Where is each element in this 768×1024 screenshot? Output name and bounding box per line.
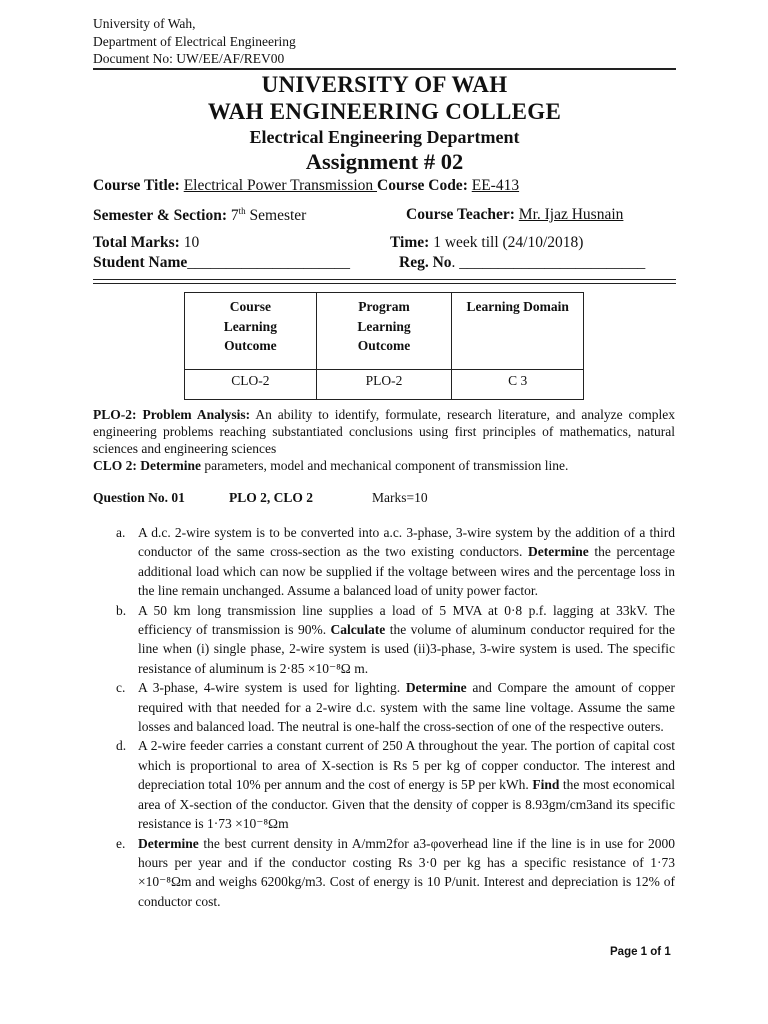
item-marker: c. — [116, 680, 126, 696]
list-item — [116, 523, 676, 601]
reg-no-blank[interactable]: ________________________ — [459, 254, 646, 271]
double-rule — [93, 279, 676, 284]
cell-domain: C 3 — [452, 370, 584, 400]
question-items — [116, 523, 676, 911]
cell-plo: PLO-2 — [316, 370, 452, 400]
time-value: 1 week till (24/10/2018) — [433, 234, 584, 251]
teacher-label: Course Teacher: — [406, 206, 515, 223]
clo-description — [93, 457, 675, 474]
item-text: the best current density in A/mm2for a3-φoverhead line if the line is in use for 2000 hours per year and if the conductor costing Rs 3·0 per kg has a specific resistance of 1·73 ×10⁻⁸Ωm and weighs 6200kg/m3. Cost of energy is 10 P/unit. Interest and depreciation is 12% of conductor cost. — [138, 835, 675, 909]
header-plo-line3: Outcome — [357, 338, 411, 353]
outcome-table-row — [185, 370, 584, 400]
item-marker: e. — [116, 835, 126, 851]
semester-line — [93, 206, 306, 225]
header-clo-line2: Learning — [223, 318, 277, 334]
item-keyword: Determine — [405, 680, 467, 696]
total-marks-label: Total Marks: — [93, 234, 180, 251]
list-item — [116, 678, 675, 736]
header-domain-line1: Learning Domain — [466, 299, 569, 314]
title-department: Electrical Engineering Department — [249, 127, 520, 147]
plo-label: PLO-2: Problem Analysis: — [93, 407, 251, 422]
plo-text: An ability to identify, formulate, research literature, and analyze complex engineering problems reaching substantiated conclusions using first principles of mathematics, natural sciences and engineering sciences — [93, 407, 675, 456]
time-line — [390, 234, 583, 252]
item-marker: d. — [116, 738, 127, 754]
item-text: A 3-phase, 4-wire system is used for lighting. — [138, 680, 406, 696]
total-marks-value: 10 — [183, 234, 200, 251]
course-title-value: Electrical Power Transmission — [183, 177, 378, 194]
teacher-line — [406, 206, 623, 224]
header-clo-line3: Outcome — [224, 338, 277, 353]
header-plo-line2: Learning — [357, 318, 411, 334]
header-rule — [93, 68, 676, 70]
semester-number: 7 — [230, 207, 239, 225]
teacher-value: Mr. Ijaz Husnain — [518, 206, 624, 223]
item-text: A 50 km long transmission line supplies a load of 5 MVA at 0·8 p.f. lagging at 33kV. The efficiency of transmission is 90%. — [138, 602, 675, 638]
header-plo-line1: Program — [358, 299, 410, 314]
item-keyword: Determine — [528, 544, 589, 560]
header-cell-domain — [452, 293, 584, 370]
clo-text: parameters, model and mechanical component of transmission line. — [200, 458, 569, 473]
item-marker: a. — [116, 525, 126, 540]
course-code-label: Course Code: — [377, 177, 468, 194]
question-outcomes: PLO 2, CLO 2 — [229, 490, 314, 505]
student-name-line — [93, 254, 350, 272]
semester-text: Semester — [245, 207, 307, 225]
semester-label: Semester & Section: — [93, 207, 228, 225]
item-keyword: Find — [532, 777, 560, 793]
item-text: the most economical area of X-section of the conductor. Given that the density of copper is 8.93gm/cm3and its specific resistance is 1·73 ×10⁻⁸Ωm — [138, 777, 676, 832]
reg-no-line — [399, 254, 645, 272]
header-cell-clo — [185, 293, 317, 370]
student-name-blank[interactable]: _____________________ — [187, 254, 351, 271]
title-assignment: Assignment # 02 — [305, 149, 464, 174]
list-item — [116, 834, 675, 912]
outcome-table — [184, 292, 584, 400]
item-keyword: Calculate — [330, 622, 386, 638]
course-title-label: Course Title: — [93, 177, 180, 194]
item-text: the percentage additional load which can now be supplied if the voltage between wires and the percentage loss in the line remain unchanged. Assume a balanced load of unity power factor. — [138, 544, 676, 599]
course-title-line — [93, 177, 519, 195]
item-text: and Compare the amount of copper required with that needed for a 2-wire d.c. system with the same line voltage. Assume the same losses and balanced load. The neutral is one-half the cross-section of one of the respective outers. — [138, 680, 675, 735]
page-number: Page 1 of 1 — [610, 946, 671, 958]
total-marks-line — [93, 234, 199, 252]
course-code-value: EE-413 — [471, 177, 520, 194]
plo-description — [93, 406, 675, 457]
header-department: Department of Electrical Engineering — [93, 34, 296, 49]
title-college: WAH ENGINEERING COLLEGE — [207, 99, 562, 124]
clo-label: CLO 2: Determine — [93, 458, 201, 473]
list-item — [116, 601, 675, 679]
cell-clo: CLO-2 — [185, 370, 317, 400]
header-document-no: Document No: UW/EE/AF/REV00 — [93, 51, 285, 66]
item-text: A d.c. 2-wire system is to be converted into a.c. 3-phase, 3-wire system by the addition of a third conductor of the same cross-section as the two existing conductors. — [138, 525, 675, 560]
item-keyword: Determine — [138, 835, 199, 851]
item-text: the volume of aluminum conductor required for the line when (i) single phase, 2-wire system is used (ii)3-phase, 3-wire system is used. The specific resistance of aluminum is 2·85 ×10⁻⁸Ω m. — [138, 622, 675, 676]
header-clo-line1: Course — [229, 299, 271, 314]
outcome-table-header-row — [185, 293, 584, 370]
item-marker: b. — [116, 602, 127, 618]
semester-superscript: th — [238, 206, 246, 216]
list-item — [116, 736, 676, 833]
reg-no-dot: . — [451, 254, 456, 271]
header-university: University of Wah, — [93, 16, 196, 31]
question-marks: Marks=10 — [372, 490, 428, 505]
item-text: A 2-wire feeder carries a constant current of 250 A throughout the year. The portion of capital cost which is proportional to area of X-section is Rs 5 per kg of copper conductor. The interest and depreciation total 10% per annum and the cost of energy is 5P per kWh. — [138, 738, 675, 793]
student-name-label: Student Name — [93, 254, 188, 271]
title-university: UNIVERSITY OF WAH — [261, 72, 508, 97]
time-label: Time: — [390, 234, 430, 251]
question-number: Question No. 01 — [93, 490, 185, 505]
reg-no-label: Reg. No — [399, 254, 452, 271]
header-cell-plo — [316, 293, 452, 370]
